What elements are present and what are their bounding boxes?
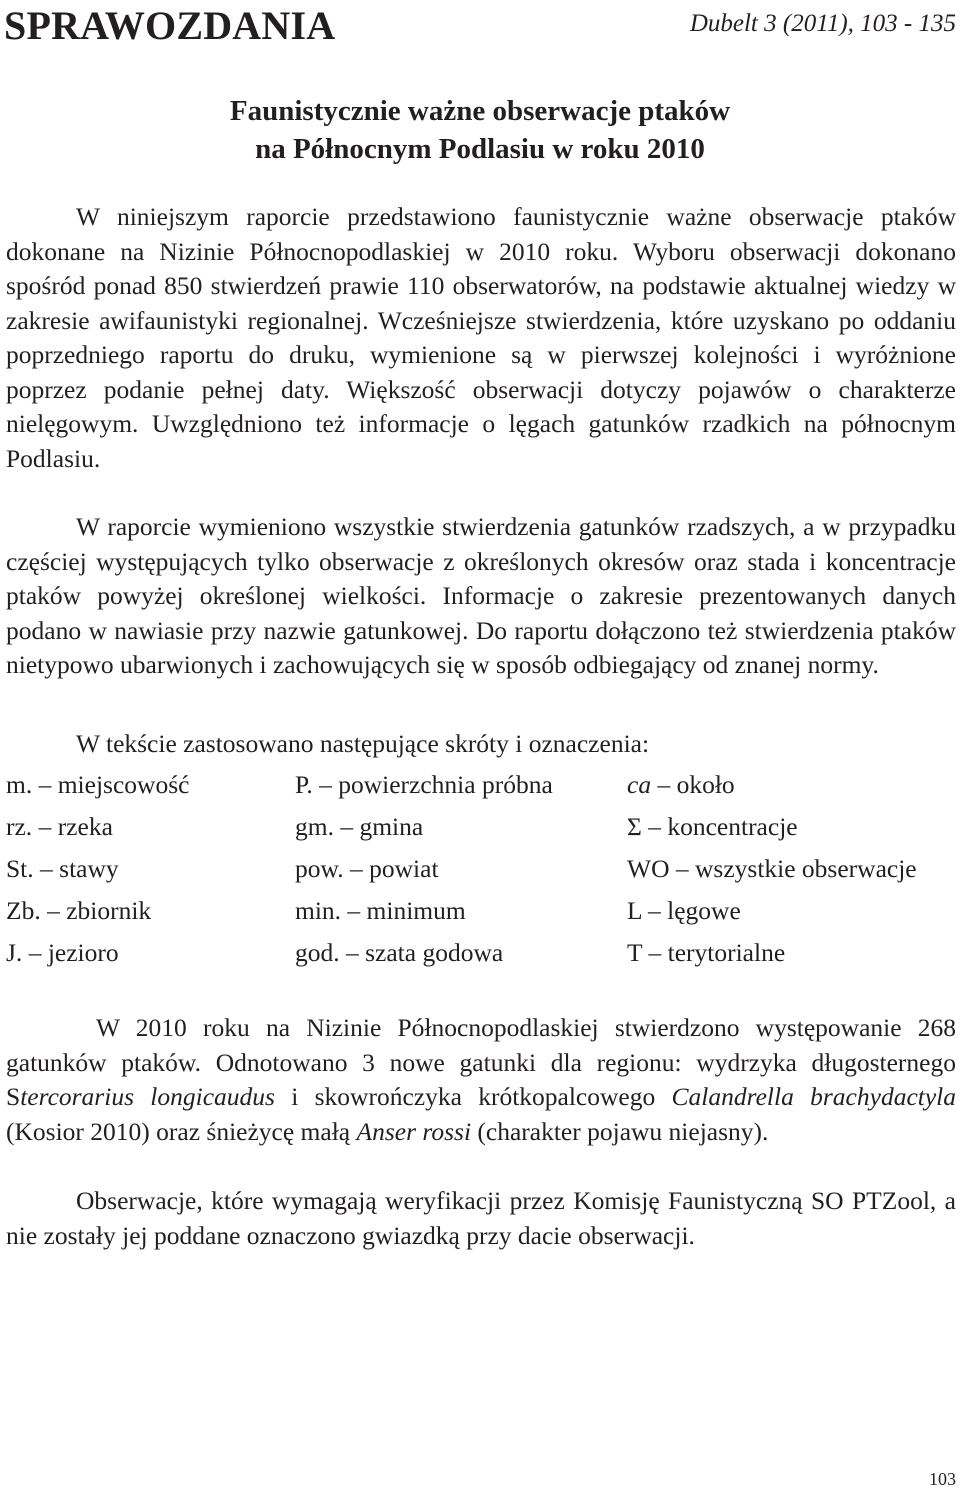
abbreviation-key: WO [627,854,670,883]
species-name: Calandrella brachydactyla [671,1082,956,1111]
abbreviation-dash: – [40,896,67,925]
paragraph-text: W niniejszym raporcie przedstawiono faunistycznie ważne obserwacje ptaków dokonane na Nizinie Północnopodlaskiej w 2010 roku. Wyboru obserwacji dokonano spośród ponad 850 stwierdzeń prawie 110 obserwatorów, na podstawie aktualnej wiedzy w zakresie awifaunistyki regionalnej. Wcześniejsze stwierdzenia, które uzyskano po oddaniu poprzedniego raportu do druku, wymienione są w pierwszej kolejności i wyróżnione poprzez podanie pełnej daty. Większość obserwacji dotyczy pojawów o charakterze nielęgowym. Uwzględniono też informacje o lęgach gatunków rzadkich na północnym Podlasiu. [6,202,956,473]
scope-paragraph [6,510,956,683]
abbreviation-meaning: powiat [369,854,439,883]
abbreviation-entry [295,810,423,844]
abbreviation-entry [6,894,151,928]
paragraph-text: Obserwacje, które wymagają weryfikacji przez Komisję Faunistyczną SO PTZool, a nie zostały jej poddane oznaczono gwiazdką przy dacie obserwacji. [6,1186,956,1250]
paragraph-text: W raporcie wymieniono wszystkie stwierdzenia gatunków rzadszych, a w przypadku częściej występujących tylko obserwacje z określonych okresów oraz stada i koncentracje ptaków powyżej określonej wielkości. Informacje o zakresie prezentowanych danych podano w nawiasie przy nazwie gatunkowej. Do raportu dołączono też stwierdzenia ptaków nietypowo ubarwionych i zachowujących się w sposób odbiegający od znanej normy. [6,512,956,679]
abbreviation-entry [295,768,553,802]
abbreviation-dash: – [33,854,60,883]
text-run: W 2010 roku na Nizinie Północnopodlaskiej stwierdzono występowanie 268 gatunków ptaków. Odnotowano 3 nowe gatunki dla regionu: wydrzyka długosternego S [6,1013,956,1111]
text-run: (Kosior 2010) oraz śnieżycę małą [6,1116,357,1146]
abbreviation-entry [627,894,741,928]
abbreviation-meaning: miejscowość [57,770,190,799]
abbreviation-key: P. [295,770,313,799]
abbreviation-dash: – [333,812,360,841]
abbreviation-key: T [627,938,643,967]
species-name: tercorarius longicaudus [20,1082,275,1111]
abbreviation-dash: – [641,896,668,925]
page-number: 103 [929,1469,956,1489]
page-header [4,2,956,50]
abbreviation-meaning: szata godowa [365,938,504,967]
abbreviation-key: pow. [295,854,344,883]
abbreviation-key: J. [6,938,23,967]
abbreviation-entry [6,852,119,886]
abbreviation-meaning: lęgowe [667,896,741,925]
abbreviation-key: ca [627,770,652,799]
paragraph-text [6,1011,956,1149]
abbreviation-dash: – [339,938,366,967]
abbreviation-meaning: zbiornik [66,896,152,925]
species-name: Anser rossi [356,1116,472,1146]
abbreviation-dash: – [341,896,367,925]
abbreviation-entry [627,852,917,886]
abbreviation-meaning: stawy [59,854,119,883]
intro-paragraph [6,200,956,476]
abbreviation-key: gm. [295,812,334,841]
abbreviation-dash: – [642,938,668,967]
abbreviation-entry [6,768,189,802]
species-summary-paragraph [6,1011,956,1149]
abbreviation-dash: – [343,854,370,883]
article-title [0,92,960,168]
article-title-line-1: Faunistycznie ważne obserwacje ptaków [229,95,731,127]
abbreviation-entry [627,810,798,844]
abbreviation-row [6,768,956,810]
abbreviation-meaning: gmina [359,812,424,841]
abbreviation-key: L [627,896,642,925]
text-run: i skowrończyka krótkopalcowego [274,1082,672,1111]
abbreviation-key: god. [295,938,340,967]
abbreviation-row [6,936,956,978]
abbreviation-meaning: koncentracje [667,812,798,841]
abbreviation-meaning: rzeka [57,812,113,841]
section-label: SPRAWOZDANIA [4,3,336,48]
abbreviation-dash: – [312,770,339,799]
abbreviation-key: Σ [627,812,642,841]
abbreviation-meaning: około [676,770,735,799]
abbreviation-entry [627,768,735,802]
abbreviation-entry [295,894,466,928]
abbreviation-row [6,894,956,936]
abbreviation-meaning: minimum [366,896,466,925]
abbreviation-key: rz. [6,812,33,841]
abbreviation-key: St. [6,854,34,883]
abbreviation-entry [6,936,119,970]
abbreviation-row [6,810,956,852]
abbreviation-meaning: wszystkie obserwacje [694,854,917,883]
journal-reference: Dubelt 3 (2011), 103 - 135 [689,10,956,37]
abbreviation-dash: – [22,938,48,967]
abbreviation-meaning: jezioro [47,938,119,967]
abbreviation-meaning: terytorialne [667,938,786,967]
verification-paragraph [6,1184,956,1253]
abbreviation-meaning: powierzchnia próbna [338,770,553,799]
abbreviation-entry [295,936,503,970]
abbreviations-table [6,768,956,978]
abbreviation-dash: – [651,770,677,799]
abbreviations-intro: W tekście zastosowano następujące skróty i oznaczenia: [76,729,650,758]
abbreviation-entry [627,936,785,970]
abbreviation-row [6,852,956,894]
abbreviation-entry [6,810,113,844]
article-title-line-2: na Północnym Podlasiu w roku 2010 [255,133,705,165]
abbreviation-dash: – [669,854,695,883]
abbreviation-dash: – [641,812,668,841]
abbreviation-dash: – [32,770,58,799]
abbreviation-entry [295,852,439,886]
abbreviation-key: Zb. [6,896,41,925]
abbreviation-key: min. [295,896,342,925]
abbreviation-key: m. [6,770,33,799]
text-run: (charakter pojawu niejasny). [471,1116,769,1146]
abbreviation-dash: – [32,812,58,841]
